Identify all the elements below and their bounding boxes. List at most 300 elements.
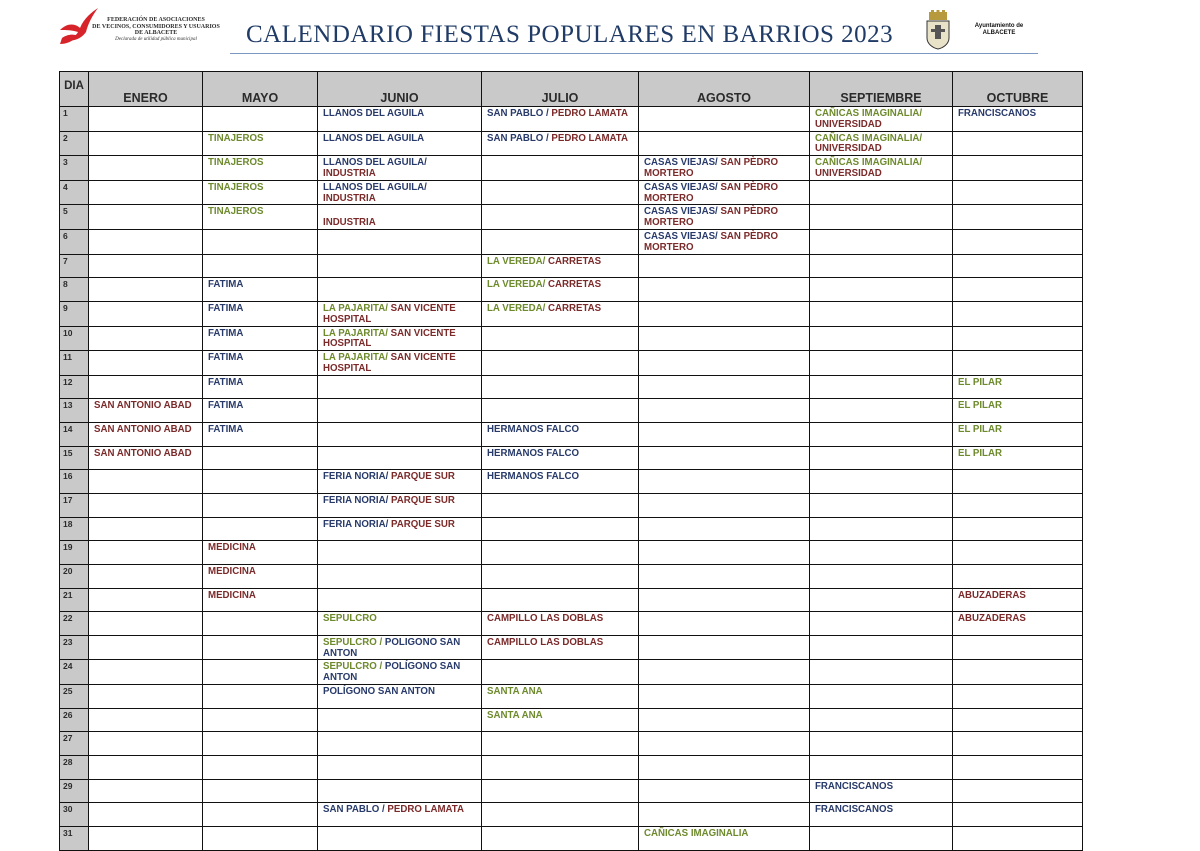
cell-mayo [203, 588, 318, 612]
cell-junio [318, 517, 482, 541]
table-row [60, 803, 1083, 827]
table-row [60, 708, 1083, 732]
cell-julio [482, 399, 639, 423]
table-row [60, 779, 1083, 803]
federation-name-line: FEDERACIÓN DE ASOCIACIONES [107, 17, 205, 23]
table-row [60, 254, 1083, 278]
cell-enero [89, 399, 203, 423]
table-row [60, 612, 1083, 636]
cell-octubre [953, 375, 1083, 399]
table-row [60, 107, 1083, 132]
cell-mayo [203, 826, 318, 850]
cell-agosto [639, 517, 810, 541]
column-header-septiembre: SEPTIEMBRE [810, 72, 953, 107]
cell-septiembre [810, 708, 953, 732]
cell-junio [318, 612, 482, 636]
cell-octubre [953, 612, 1083, 636]
festivity-name: SANTA ANA [487, 686, 543, 698]
festivity-name: CAÑICAS IMAGINALIA/ [815, 157, 923, 169]
cell-agosto [639, 541, 810, 565]
day-number: 23 [60, 635, 89, 660]
cell-julio [482, 564, 639, 588]
cell-septiembre [810, 326, 953, 351]
cell-junio [318, 588, 482, 612]
column-header-junio: JUNIO [318, 72, 482, 107]
cell-agosto [639, 326, 810, 351]
cell-mayo [203, 494, 318, 518]
cell-septiembre [810, 302, 953, 327]
cell-mayo [203, 423, 318, 447]
cell-junio [318, 755, 482, 779]
festivity-name: UNIVERSIDAD [815, 118, 882, 130]
festivity-name: FATIMA [208, 279, 244, 291]
cell-octubre [953, 180, 1083, 205]
cell-mayo [203, 517, 318, 541]
cell-agosto [639, 826, 810, 850]
cell-septiembre [810, 588, 953, 612]
cell-octubre [953, 446, 1083, 470]
cell-enero [89, 803, 203, 827]
cell-mayo [203, 278, 318, 302]
cell-enero [89, 230, 203, 255]
cell-septiembre [810, 660, 953, 685]
festivity-name: POLÍGONO SAN ANTON [323, 686, 435, 698]
cell-agosto [639, 230, 810, 255]
cell-junio [318, 685, 482, 709]
page-title: CALENDARIO FIESTAS POPULARES EN BARRIOS 2023 [246, 21, 894, 48]
cell-julio [482, 588, 639, 612]
festivity-name: SEPULCRO [323, 613, 377, 625]
day-number: 29 [60, 779, 89, 803]
day-number: 24 [60, 660, 89, 685]
cell-enero [89, 494, 203, 518]
festivity-name: FATIMA [208, 352, 244, 364]
table-row [60, 564, 1083, 588]
cell-enero [89, 326, 203, 351]
cell-octubre [953, 254, 1083, 278]
day-number: 31 [60, 826, 89, 850]
cell-septiembre [810, 564, 953, 588]
calendar-body [60, 107, 1083, 851]
cell-agosto [639, 278, 810, 302]
cell-junio [318, 564, 482, 588]
cell-junio [318, 375, 482, 399]
cell-mayo [203, 205, 318, 230]
column-header-mayo: MAYO [203, 72, 318, 107]
cell-junio [318, 230, 482, 255]
festivity-name: ABUZADERAS [958, 589, 1026, 601]
cell-junio [318, 635, 482, 660]
festivity-name: SAN PÈDRO MORTERO [644, 206, 779, 229]
cell-julio [482, 826, 639, 850]
table-row [60, 156, 1083, 181]
cell-septiembre [810, 423, 953, 447]
city-council-line: ALBACETE [982, 30, 1016, 36]
festivity-name: INDUSTRIA [323, 167, 376, 179]
cell-mayo [203, 635, 318, 660]
cell-enero [89, 779, 203, 803]
festivity-name: LLANOS DEL AGUILA/ [323, 157, 427, 169]
cell-junio [318, 131, 482, 156]
table-row [60, 399, 1083, 423]
cell-septiembre [810, 517, 953, 541]
cell-septiembre [810, 230, 953, 255]
cell-agosto [639, 470, 810, 494]
festivity-name: CASAS VIEJAS/ [644, 157, 721, 169]
festivity-name: CAÑICAS IMAGINALIA/ [815, 132, 923, 144]
cell-junio [318, 494, 482, 518]
cell-enero [89, 588, 203, 612]
cell-agosto [639, 351, 810, 376]
festivity-name: PARQUE SUR [391, 495, 455, 507]
festivity-name: EL PILAR [958, 376, 1002, 388]
cell-enero [89, 302, 203, 327]
cell-julio [482, 541, 639, 565]
festivity-name: LA VEREDA/ [487, 279, 549, 291]
festivity-name: MEDICINA [208, 542, 256, 554]
column-header-julio: JULIO [482, 72, 639, 107]
festivity-name: CAÑICAS IMAGINALIA [644, 827, 749, 839]
cell-octubre [953, 708, 1083, 732]
cell-enero [89, 708, 203, 732]
day-number: 19 [60, 541, 89, 565]
cell-julio [482, 470, 639, 494]
cell-agosto [639, 399, 810, 423]
cell-enero [89, 470, 203, 494]
festivity-name: SAN PABLO / [487, 108, 552, 119]
festivity-name: SANTA ANA [487, 709, 543, 721]
cell-junio [318, 205, 482, 230]
table-row [60, 180, 1083, 205]
cell-octubre [953, 423, 1083, 447]
festivity-name: CARRETAS [548, 303, 602, 315]
cell-agosto [639, 732, 810, 756]
cell-septiembre [810, 826, 953, 850]
cell-septiembre [810, 635, 953, 660]
cell-octubre [953, 470, 1083, 494]
festivities-calendar-table [59, 71, 1083, 851]
day-number: 3 [60, 156, 89, 181]
title-underline [230, 53, 1038, 54]
federation-subtitle: Declarada de utilidad pública municipal [115, 36, 197, 42]
cell-enero [89, 732, 203, 756]
cell-enero [89, 131, 203, 156]
festivity-name: SEPULCRO / [323, 661, 385, 673]
day-number: 5 [60, 205, 89, 230]
festivity-name: SAN ANTONIO ABAD [94, 400, 192, 412]
cell-junio [318, 541, 482, 565]
festivity-name: ABUZADERAS [958, 613, 1026, 625]
cell-octubre [953, 803, 1083, 827]
cell-agosto [639, 755, 810, 779]
festivity-name: MEDICINA [208, 565, 256, 577]
cell-octubre [953, 302, 1083, 327]
table-row [60, 541, 1083, 565]
day-number: 12 [60, 375, 89, 399]
cell-junio [318, 826, 482, 850]
cell-mayo [203, 180, 318, 205]
cell-julio [482, 351, 639, 376]
cell-septiembre [810, 351, 953, 376]
cell-agosto [639, 131, 810, 156]
cell-mayo [203, 732, 318, 756]
cell-julio [482, 423, 639, 447]
table-row [60, 588, 1083, 612]
table-row [60, 230, 1083, 255]
festivity-name: EL PILAR [958, 424, 1002, 436]
table-row [60, 635, 1083, 660]
festivity-name: CAÑICAS IMAGINALIA/ [815, 108, 923, 119]
cell-julio [482, 254, 639, 278]
festivity-name: SAN PABLO / [323, 804, 388, 816]
cell-enero [89, 180, 203, 205]
festivity-name: CASAS VIEJAS/ [644, 231, 721, 243]
cell-septiembre [810, 180, 953, 205]
festivity-name: INDUSTRIA [323, 217, 376, 229]
cell-junio [318, 156, 482, 181]
cell-junio [318, 180, 482, 205]
cell-octubre [953, 732, 1083, 756]
cell-julio [482, 107, 639, 132]
cell-mayo [203, 156, 318, 181]
cell-octubre [953, 107, 1083, 132]
festivity-name: FATIMA [208, 400, 244, 412]
cell-agosto [639, 254, 810, 278]
cell-octubre [953, 517, 1083, 541]
table-row [60, 660, 1083, 685]
cell-mayo [203, 230, 318, 255]
cell-agosto [639, 779, 810, 803]
cell-junio [318, 254, 482, 278]
federation-name-line: DE VECINOS, CONSUMIDORES Y USUARIOS [92, 23, 220, 30]
cell-julio [482, 446, 639, 470]
day-number: 9 [60, 302, 89, 327]
table-row [60, 351, 1083, 376]
festivity-name: PARQUE SUR [391, 518, 455, 530]
cell-octubre [953, 230, 1083, 255]
cell-julio [482, 517, 639, 541]
day-number: 8 [60, 278, 89, 302]
cell-junio [318, 326, 482, 351]
cell-enero [89, 826, 203, 850]
festivity-name: HERMANOS FALCO [487, 471, 580, 483]
day-number: 4 [60, 180, 89, 205]
festivity-name: PEDRO LAMATA [551, 132, 629, 144]
cell-enero [89, 612, 203, 636]
table-row [60, 685, 1083, 709]
festivity-name: FATIMA [208, 424, 244, 436]
cell-julio [482, 612, 639, 636]
cell-mayo [203, 755, 318, 779]
festivity-name: LLANOS DEL AGUILA/ [323, 181, 427, 193]
cell-enero [89, 635, 203, 660]
festivity-name: SEPULCRO / [323, 636, 385, 648]
cell-enero [89, 205, 203, 230]
cell-junio [318, 470, 482, 494]
day-number: 10 [60, 326, 89, 351]
day-number: 6 [60, 230, 89, 255]
festivity-name: CASAS VIEJAS/ [644, 181, 721, 193]
day-number: 22 [60, 612, 89, 636]
cell-mayo [203, 541, 318, 565]
festivity-name: SAN VICENTE HOSPITAL [323, 303, 456, 325]
cell-enero [89, 423, 203, 447]
cell-septiembre [810, 107, 953, 132]
festivity-name: MEDICINA [208, 589, 256, 601]
cell-septiembre [810, 470, 953, 494]
cell-junio [318, 803, 482, 827]
festivity-name: TINAJEROS [208, 206, 264, 218]
festivity-name: FERIA NORIA/ [323, 471, 391, 483]
cell-septiembre [810, 685, 953, 709]
cell-agosto [639, 708, 810, 732]
cell-agosto [639, 375, 810, 399]
cell-junio [318, 107, 482, 132]
festivity-name: FATIMA [208, 303, 244, 315]
cell-agosto [639, 180, 810, 205]
cell-agosto [639, 494, 810, 518]
cell-septiembre [810, 446, 953, 470]
cell-julio [482, 375, 639, 399]
cell-agosto [639, 302, 810, 327]
festivity-name: CARRETAS [548, 255, 602, 267]
cell-octubre [953, 564, 1083, 588]
festivity-name: CAMPILLO LAS DOBLAS [487, 636, 604, 648]
cell-julio [482, 708, 639, 732]
cell-octubre [953, 278, 1083, 302]
festivity-name: CARRETAS [548, 279, 602, 291]
day-number: 18 [60, 517, 89, 541]
day-number: 13 [60, 399, 89, 423]
festivity-name: SAN PABLO / [487, 132, 552, 144]
cell-agosto [639, 803, 810, 827]
cell-agosto [639, 660, 810, 685]
day-number: 26 [60, 708, 89, 732]
table-row [60, 470, 1083, 494]
cell-agosto [639, 156, 810, 181]
cell-julio [482, 326, 639, 351]
cell-enero [89, 446, 203, 470]
column-header-octubre: OCTUBRE [953, 72, 1083, 107]
day-number: 15 [60, 446, 89, 470]
cell-julio [482, 685, 639, 709]
federation-logo [58, 8, 218, 54]
festivity-name: POLIGONO SAN ANTON [323, 636, 461, 659]
cell-octubre [953, 755, 1083, 779]
festivity-name: SAN VICENTE HOSPITAL [323, 352, 456, 375]
cell-octubre [953, 779, 1083, 803]
cell-julio [482, 635, 639, 660]
cell-septiembre [810, 399, 953, 423]
cell-septiembre [810, 541, 953, 565]
table-row [60, 278, 1083, 302]
festivity-name: LA PAJARITA/ [323, 327, 391, 339]
column-header-agosto: AGOSTO [639, 72, 810, 107]
festivity-name: FATIMA [208, 376, 244, 388]
festivity-name: FRANCISCANOS [958, 108, 1037, 119]
cell-septiembre [810, 156, 953, 181]
federation-name-line: DE ALBACETE [134, 30, 178, 37]
cell-junio [318, 302, 482, 327]
festivity-name: EL PILAR [958, 447, 1002, 459]
day-number: 1 [60, 107, 89, 132]
table-row [60, 326, 1083, 351]
festivity-name: SAN PÈDRO MORTERO [644, 181, 779, 204]
cell-octubre [953, 588, 1083, 612]
cell-junio [318, 446, 482, 470]
cell-octubre [953, 660, 1083, 685]
cell-julio [482, 755, 639, 779]
table-row [60, 205, 1083, 230]
cell-mayo [203, 470, 318, 494]
cell-agosto [639, 107, 810, 132]
festivity-name: SAN ANTONIO ABAD [94, 424, 192, 436]
day-number: 11 [60, 351, 89, 376]
cell-agosto [639, 588, 810, 612]
cell-agosto [639, 612, 810, 636]
festivity-name: TINAJEROS [208, 181, 264, 193]
cell-octubre [953, 131, 1083, 156]
cell-octubre [953, 205, 1083, 230]
cell-enero [89, 278, 203, 302]
cell-septiembre [810, 803, 953, 827]
column-header-enero: ENERO [89, 72, 203, 107]
table-row [60, 826, 1083, 850]
city-coat-of-arms-icon [925, 10, 951, 50]
cell-agosto [639, 564, 810, 588]
cell-enero [89, 254, 203, 278]
cell-julio [482, 732, 639, 756]
day-number: 7 [60, 254, 89, 278]
cell-octubre [953, 541, 1083, 565]
cell-enero [89, 755, 203, 779]
cell-julio [482, 131, 639, 156]
cell-enero [89, 156, 203, 181]
festivity-name: PARQUE SUR [391, 471, 455, 483]
city-council-logo [925, 10, 1045, 56]
day-number: 16 [60, 470, 89, 494]
festivity-name: POLÍGONO SAN ANTON [323, 661, 461, 684]
cell-agosto [639, 685, 810, 709]
cell-enero [89, 541, 203, 565]
festivity-name: LA PAJARITA/ [323, 352, 391, 364]
table-row [60, 494, 1083, 518]
cell-mayo [203, 302, 318, 327]
day-number: 2 [60, 131, 89, 156]
table-row [60, 302, 1083, 327]
cell-mayo [203, 326, 318, 351]
day-number: 28 [60, 755, 89, 779]
festivity-name: HERMANOS FALCO [487, 424, 580, 436]
cell-mayo [203, 254, 318, 278]
cell-enero [89, 517, 203, 541]
cell-julio [482, 156, 639, 181]
cell-septiembre [810, 278, 953, 302]
cell-septiembre [810, 131, 953, 156]
table-row [60, 375, 1083, 399]
day-number: 25 [60, 685, 89, 709]
festivity-name: PEDRO LAMATA [551, 108, 629, 119]
column-header-dia: DIA [60, 72, 89, 107]
cell-octubre [953, 399, 1083, 423]
festivity-name: SAN VICENTE HOSPITAL [323, 327, 456, 350]
cell-octubre [953, 635, 1083, 660]
cell-junio [318, 660, 482, 685]
festivity-name: HERMANOS FALCO [487, 447, 580, 459]
cell-junio [318, 732, 482, 756]
day-number: 27 [60, 732, 89, 756]
cell-mayo [203, 351, 318, 376]
